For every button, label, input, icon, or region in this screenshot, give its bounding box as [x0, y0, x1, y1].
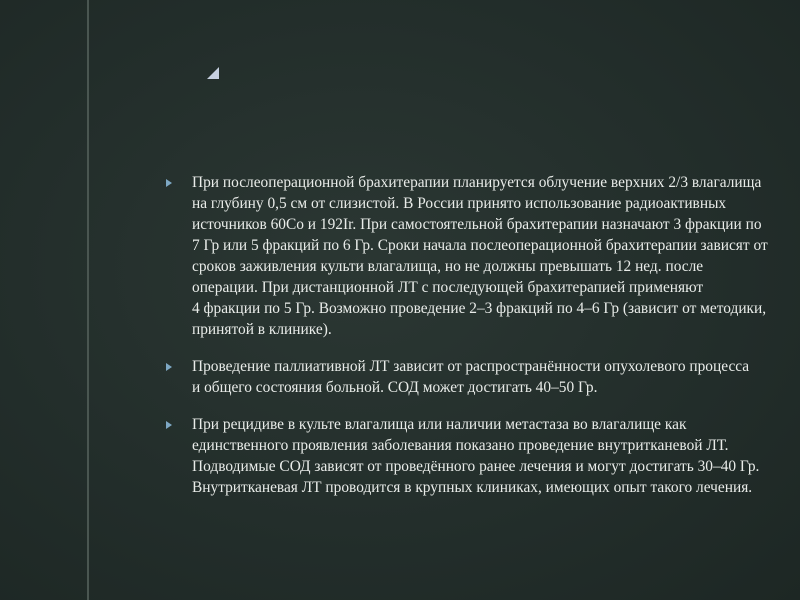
triangle-bullet-icon — [166, 363, 172, 371]
list-item-palliative — [166, 356, 800, 398]
triangle-bullet-icon — [166, 179, 172, 187]
list-item-brachytherapy — [166, 172, 800, 340]
paragraph-line: Внутритканевая ЛТ проводится в крупных клиниках, имеющих опыт такого лечения. — [192, 479, 753, 496]
paragraph-line: операции. При дистанционной ЛТ с последующей брахитерапией применяют — [192, 279, 704, 296]
paragraph-line: сроков заживления культи влагалища, но не должны превышать 12 нед. после — [192, 258, 704, 275]
vertical-divider-line — [87, 0, 89, 600]
paragraph-line: источников 60Co и 192Ir. При самостоятельной брахитерапии назначают 3 фракции по — [192, 216, 762, 233]
paragraph-line: 7 Гр или 5 фракций по 6 Гр. Сроки начала послеоперационной брахитерапии зависят от — [192, 237, 768, 254]
paragraph-line: При послеоперационной брахитерапии планируется облучение верхних 2/3 влагалища — [192, 174, 762, 191]
triangle-bullet-icon — [166, 421, 172, 429]
triangle-marker-icon — [206, 66, 220, 80]
paragraph-line: единственного проявления заболевания показано проведение внутритканевой ЛТ. — [192, 437, 729, 454]
paragraph-line: принятой в клинике). — [192, 321, 332, 338]
paragraph-line: Проведение паллиативной ЛТ зависит от распространённости опухолевого процесса — [192, 358, 750, 375]
paragraph-line: 4 фракции по 5 Гр. Возможно проведение 2–3 фракций по 4–6 Гр (зависит от методики, — [192, 300, 767, 317]
paragraph-line: на глубину 0,5 см от слизистой. В России принято использование радиоактивных — [192, 195, 727, 212]
list-item-recurrence — [166, 414, 800, 498]
paragraph-line: Подводимые СОД зависят от проведённого ранее лечения и могут достигать 30–40 Гр. — [192, 458, 760, 475]
paragraph-line: и общего состояния больной. СОД может достигать 40–50 Гр. — [192, 379, 598, 396]
paragraph-line: При рецидиве в культе влагалища или наличии метастаза во влагалище как — [192, 416, 687, 433]
bullet-list — [166, 172, 800, 514]
